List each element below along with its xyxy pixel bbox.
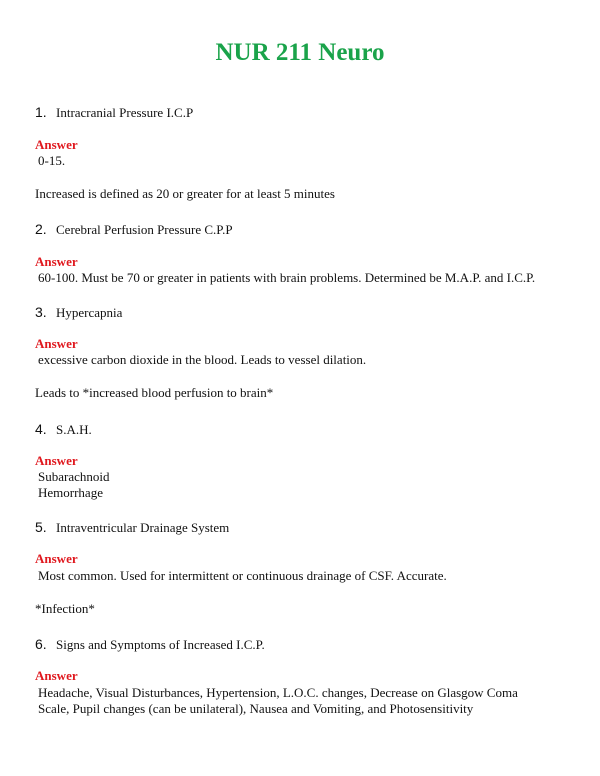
- answer-text: 0-15.: [38, 153, 66, 168]
- answer-label: Answer: [35, 668, 78, 683]
- answer-note: Leads to *increased blood perfusion to brain*: [35, 385, 274, 400]
- question-number: 2.: [35, 221, 47, 237]
- question-number: 1.: [35, 104, 47, 120]
- answer-text: Scale, Pupil changes (can be unilateral), Nausea and Vomiting, and Photosensitivity: [38, 701, 474, 716]
- question-2: [35, 220, 233, 239]
- question-number: 6.: [35, 636, 47, 652]
- question-text: S.A.H.: [56, 422, 92, 437]
- answer-text: excessive carbon dioxide in the blood. Leads to vessel dilation.: [38, 352, 367, 367]
- question-3: [35, 303, 122, 322]
- answer-note: *Infection*: [35, 601, 95, 616]
- answer-note: Increased is defined as 20 or greater for at least 5 minutes: [35, 186, 335, 201]
- question-number: 5.: [35, 519, 47, 535]
- answer-text: Most common. Used for intermittent or continuous drainage of CSF. Accurate.: [38, 568, 447, 583]
- answer-text: Headache, Visual Disturbances, Hypertension, L.O.C. changes, Decrease on Glasgow Coma: [38, 685, 518, 700]
- answer-label: Answer: [35, 453, 78, 468]
- question-4: [35, 420, 92, 439]
- question-5: [35, 518, 229, 537]
- question-number: 4.: [35, 421, 47, 437]
- answer-label: Answer: [35, 137, 78, 152]
- answer-text: Hemorrhage: [38, 485, 103, 500]
- question-text: Signs and Symptoms of Increased I.C.P.: [56, 637, 265, 652]
- answer-label: Answer: [35, 254, 78, 269]
- answer-label: Answer: [35, 336, 78, 351]
- question-number: 3.: [35, 304, 47, 320]
- question-6: [35, 635, 265, 654]
- page-title: NUR 211 Neuro: [215, 39, 385, 66]
- answer-label: Answer: [35, 551, 78, 566]
- question-1: [35, 103, 193, 122]
- question-text: Intraventricular Drainage System: [56, 520, 230, 535]
- question-text: Cerebral Perfusion Pressure C.P.P: [56, 222, 233, 237]
- question-text: Intracranial Pressure I.C.P: [56, 105, 194, 120]
- question-text: Hypercapnia: [56, 305, 123, 320]
- answer-text: Subarachnoid: [38, 469, 110, 484]
- answer-text: 60-100. Must be 70 or greater in patients with brain problems. Determined be M.A.P. and I.C.P.: [38, 270, 536, 285]
